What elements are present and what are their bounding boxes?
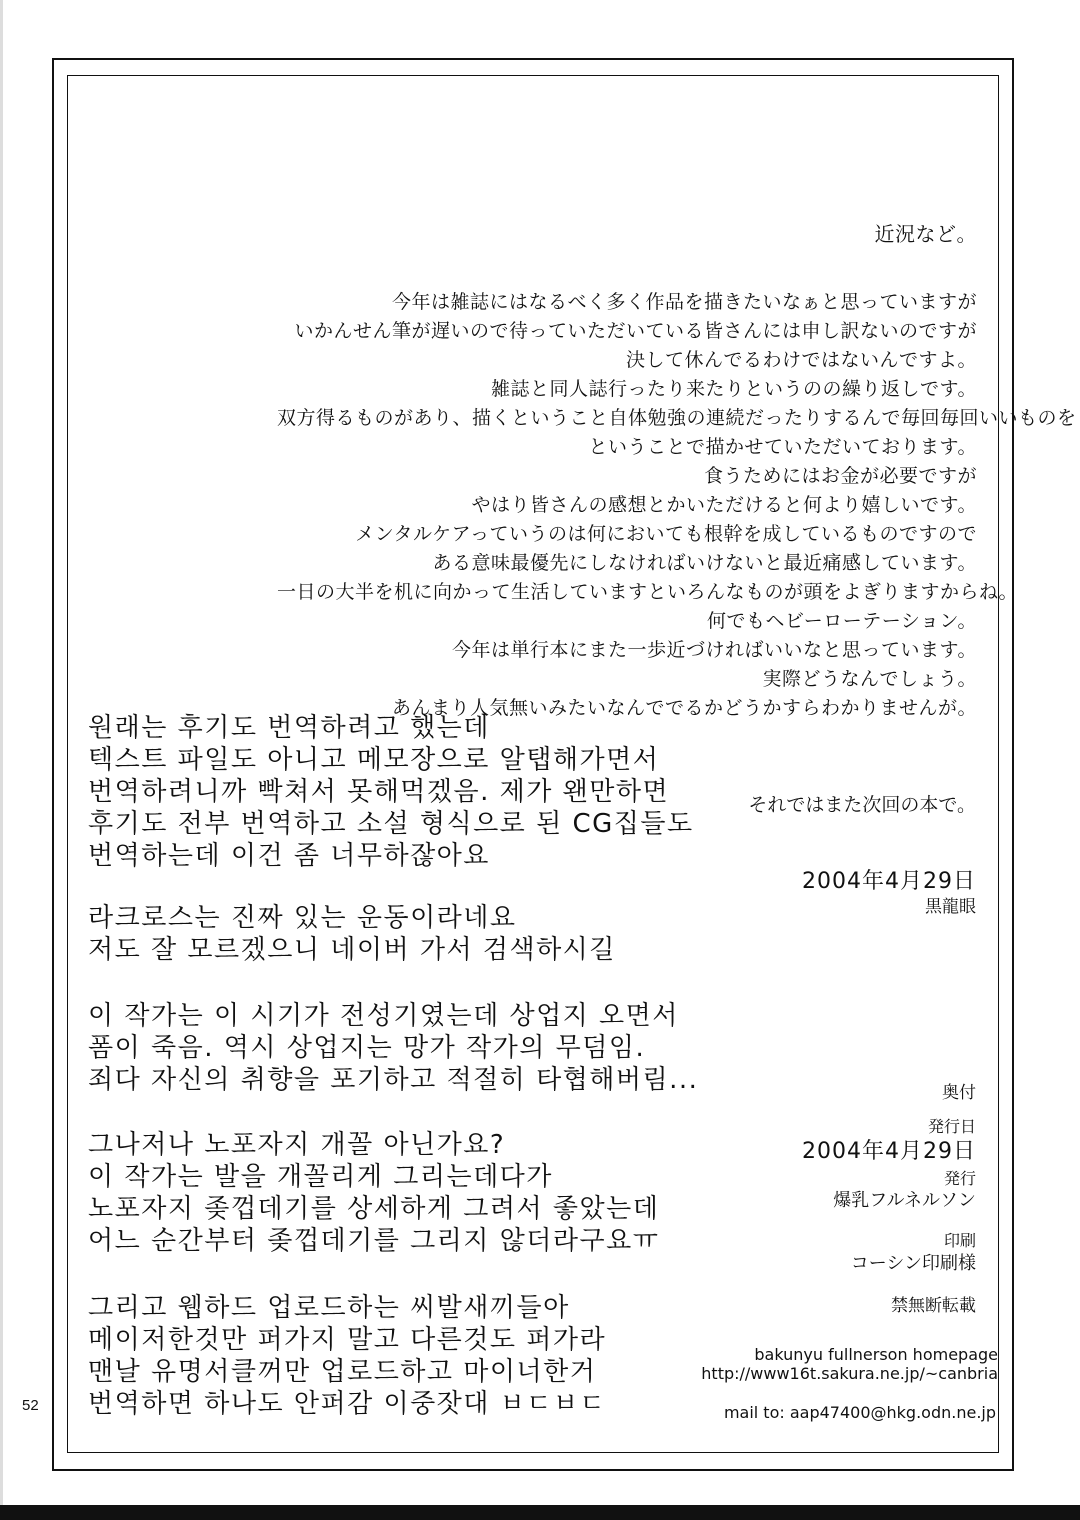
reprint-notice: 禁無断転載 <box>891 1296 976 1316</box>
ko-line: 라크로스는 진짜 있는 운동이라네요 <box>88 903 517 933</box>
jp-line: 何でもヘビーローテーション。 <box>707 610 977 632</box>
signature-date: 2004年4月29日 <box>802 869 976 894</box>
printer-label: 印刷 <box>943 1231 976 1250</box>
ko-line: 이 작가는 발을 개꼴리게 그리는데다가 <box>88 1162 553 1192</box>
ko-line: 죄다 자신의 취향을 포기하고 적절히 타협해버림... <box>88 1065 699 1095</box>
ko-line: 그나저나 노포자지 개꼴 아닌가요? <box>88 1130 506 1160</box>
ko-line: 번역하려니까 빡쳐서 못해먹겠음. 제가 왠만하면 <box>88 777 670 807</box>
jp-line: 今年は単行本にまた一歩近づければいいなと思っています。 <box>452 639 977 661</box>
ko-line: 맨날 유명서클꺼만 업로드하고 마이너한거 <box>88 1357 597 1387</box>
jp-line: あんまり人気無いみたいなんででるかどうかすらわかりませんが。 <box>391 697 977 719</box>
afterword-heading: 近況など。 <box>874 222 977 246</box>
jp-line: 実際どうなんでしょう。 <box>762 668 977 690</box>
jp-line: やはり皆さんの感想とかいただけると何より嬉しいです。 <box>471 494 977 516</box>
signature-author: 黒龍眼 <box>925 897 976 917</box>
scan-left-edge <box>0 0 3 1505</box>
printer-name: コーシン印刷様 <box>850 1253 976 1274</box>
ko-line: 후기도 전부 번역하고 소설 형식으로 된 CG집들도 <box>88 809 694 839</box>
jp-line: 今年は雑誌にはなるべく多く作品を描きたいなぁと思っていますが <box>391 291 977 313</box>
ko-line: 그리고 웹하드 업로드하는 씨발새끼들아 <box>88 1293 570 1323</box>
colophon-title: 奥付 <box>942 1083 976 1103</box>
scan-bottom-band <box>0 1505 1080 1520</box>
ko-line: 어느 순간부터 좆껍데기를 그리지 않더라구요ㅠ <box>88 1226 660 1256</box>
publisher-label: 発行 <box>943 1169 976 1188</box>
publisher-name: 爆乳フルネルソン <box>833 1190 976 1211</box>
jp-line: 一日の大半を机に向かって生活していますといろんなものが頭をよぎりますからね。 <box>277 581 1019 603</box>
jp-line: ある意味最優先にしなければいけないと最近痛感しています。 <box>432 552 977 574</box>
ko-line: 번역하는데 이건 좀 너무하잖아요 <box>88 841 490 871</box>
jp-line: 雑誌と同人誌行ったり来たりというのの繰り返しです。 <box>491 378 977 400</box>
ko-line: 텍스트 파일도 아니고 메모장으로 알탭해가면서 <box>88 745 660 775</box>
jp-line: 食うためにはお金が必要ですが <box>703 465 977 487</box>
page-number: 52 <box>22 1397 39 1414</box>
mail-address: mail to: aap47400@hkg.odn.ne.jp <box>723 1403 996 1422</box>
ko-line: 번역하면 하나도 안퍼감 이중잣대 ㅂㄷㅂㄷ <box>88 1389 607 1419</box>
ko-line: 노포자지 좆껍데기를 상세하게 그려서 좋았는데 <box>88 1194 660 1224</box>
jp-line: いかんせん筆が遅いので待っていただいている皆さんには申し訳ないのですが <box>294 320 977 342</box>
issue-date-label: 発行日 <box>927 1117 976 1136</box>
jp-line: メンタルケアっていうのは何においても根幹を成しているものですので <box>355 523 977 545</box>
ko-line: 메이저한것만 퍼가지 말고 다른것도 퍼가라 <box>88 1325 607 1355</box>
jp-line: ということで描かせていただいております。 <box>588 436 977 458</box>
ko-line: 저도 잘 모르겠으니 네이버 가서 검색하시길 <box>88 935 616 965</box>
issue-date: 2004年4月29日 <box>802 1139 976 1164</box>
homepage-label: bakunyu fullnerson homepage <box>754 1345 998 1364</box>
jp-line: 双方得るものがあり、描くということ自体勉強の連続だったりするんで毎回毎回いいものを <box>277 407 1077 429</box>
homepage-url: http://www16t.sakura.ne.jp/~canbria <box>701 1364 998 1383</box>
closing-line: それではまた次回の本で。 <box>748 794 976 816</box>
ko-line: 이 작가는 이 시기가 전성기였는데 상업지 오면서 <box>88 1001 679 1031</box>
jp-line: 決して休んでるわけではないんですよ。 <box>625 349 977 371</box>
ko-line: 원래는 후기도 번역하려고 했는데 <box>88 713 490 743</box>
ko-line: 폼이 죽음. 역시 상업지는 망가 작가의 무덤임. <box>88 1033 646 1063</box>
